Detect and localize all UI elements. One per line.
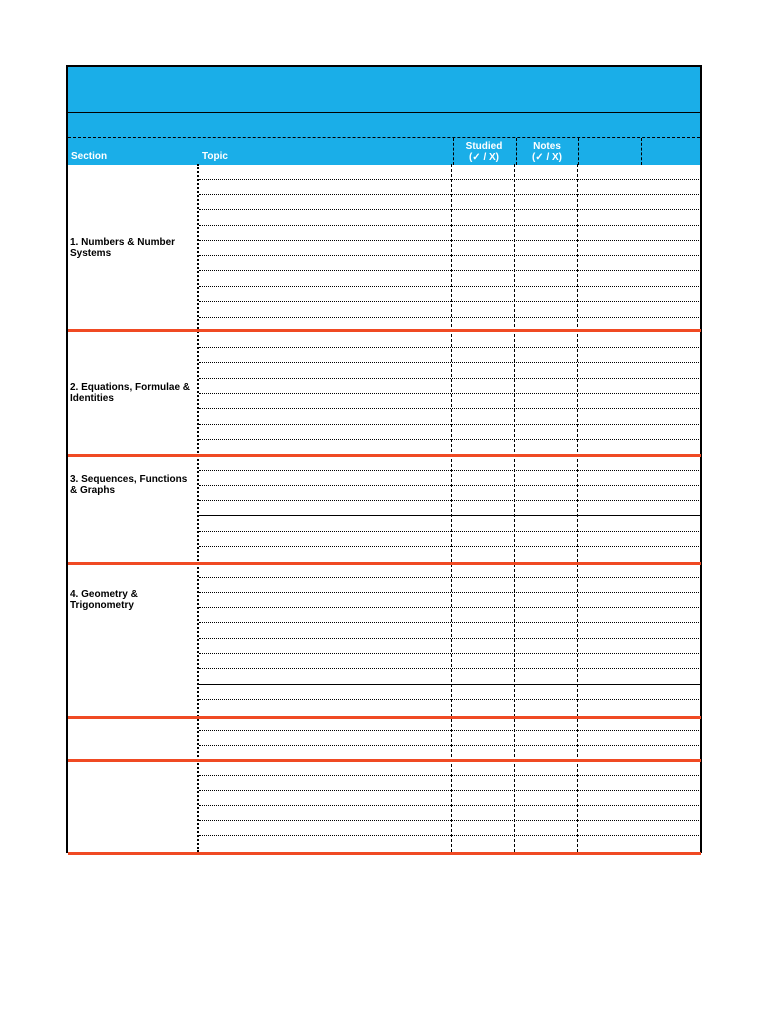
table-row xyxy=(199,393,701,394)
section-label-numbers xyxy=(70,237,195,259)
column-header-studied-title: Studied xyxy=(465,141,503,152)
table-row xyxy=(199,362,701,363)
table-row xyxy=(199,577,701,578)
table-row xyxy=(199,485,701,486)
section-label-line: Systems xyxy=(70,248,112,259)
table-row xyxy=(199,684,701,685)
table-row xyxy=(199,286,701,287)
table-row xyxy=(199,179,701,180)
table-row xyxy=(199,255,701,256)
table-row xyxy=(199,531,701,532)
header-separator xyxy=(453,138,454,165)
table-row xyxy=(199,317,701,318)
table-row xyxy=(199,745,701,746)
section-label-line: 2. Equations, Formulae & xyxy=(70,382,191,393)
title-band xyxy=(68,67,700,113)
section-divider xyxy=(68,454,701,457)
column-divider xyxy=(577,164,578,852)
section-divider xyxy=(68,716,701,719)
topic-column-divider xyxy=(197,164,199,852)
header-separator xyxy=(516,138,517,165)
column-header-section: Section xyxy=(71,151,108,162)
table-row xyxy=(199,820,701,821)
section-label-line: Trigonometry xyxy=(70,600,134,611)
section-divider xyxy=(68,562,701,565)
table-row xyxy=(199,546,701,547)
table-row xyxy=(199,699,701,700)
column-header-studied xyxy=(453,138,515,165)
table-row xyxy=(199,225,701,226)
table-row xyxy=(199,607,701,608)
table-row xyxy=(199,194,701,195)
table-row xyxy=(199,470,701,471)
table-row xyxy=(199,240,701,241)
table-row xyxy=(199,500,701,501)
revision-checklist-sheet xyxy=(66,65,702,853)
section-divider xyxy=(68,759,701,762)
column-divider xyxy=(514,164,515,852)
table-row xyxy=(199,424,701,425)
header-separator xyxy=(578,138,579,165)
section-label-sequences xyxy=(70,474,195,496)
header-separator xyxy=(641,138,642,165)
section-divider xyxy=(68,852,701,855)
table-row xyxy=(199,347,701,348)
section-label-line: 1. Numbers & Number xyxy=(70,237,176,248)
table-row xyxy=(199,270,701,271)
column-divider xyxy=(451,164,452,852)
table-row xyxy=(199,790,701,791)
table-row xyxy=(199,515,701,516)
table-row xyxy=(199,408,701,409)
section-label-line: & Graphs xyxy=(70,485,116,496)
table-row xyxy=(199,301,701,302)
section-label-line: 4. Geometry & xyxy=(70,589,138,600)
table-row xyxy=(199,730,701,731)
table-row xyxy=(199,805,701,806)
section-label-equations xyxy=(70,382,195,404)
table-row xyxy=(199,378,701,379)
table-row xyxy=(199,622,701,623)
section-label-line: Identities xyxy=(70,393,114,404)
section-label-geometry xyxy=(70,589,195,611)
table-row xyxy=(199,775,701,776)
column-header-notes-key: (✓ / X) xyxy=(531,152,563,163)
column-header-topic: Topic xyxy=(202,151,228,162)
table-row xyxy=(199,653,701,654)
table-row xyxy=(199,668,701,669)
table-row xyxy=(199,209,701,210)
column-header-notes xyxy=(516,138,578,165)
column-header-row xyxy=(68,138,700,165)
section-label-line: 3. Sequences, Functions xyxy=(70,474,188,485)
table-row xyxy=(199,439,701,440)
table-row xyxy=(199,638,701,639)
section-divider xyxy=(68,329,701,332)
table-row xyxy=(199,835,701,836)
table-row xyxy=(199,592,701,593)
column-header-studied-key: (✓ / X) xyxy=(468,152,500,163)
column-header-notes-title: Notes xyxy=(533,141,561,152)
subtitle-band xyxy=(68,113,700,138)
